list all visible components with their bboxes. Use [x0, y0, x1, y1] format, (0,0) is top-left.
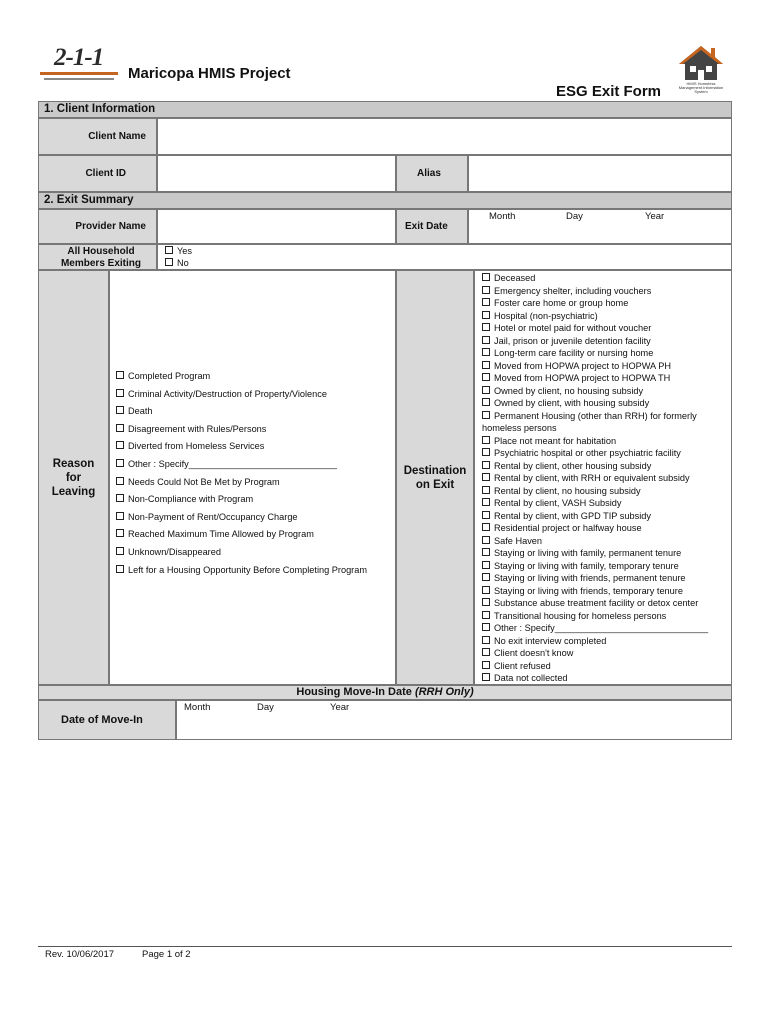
movein-date-field[interactable]: [176, 700, 732, 740]
destination-option-label: Rental by client, with GPD TIP subsidy: [494, 510, 651, 521]
checkbox-icon[interactable]: [482, 561, 490, 569]
destination-label-line2: on Exit: [415, 479, 455, 491]
checkbox-icon[interactable]: [482, 323, 490, 331]
provider-name-label-cell: [38, 209, 157, 244]
checkbox-icon[interactable]: [116, 371, 124, 379]
checkbox-icon[interactable]: [116, 477, 124, 485]
reason-option[interactable]: [116, 562, 367, 580]
client-id-label-cell: [38, 155, 157, 192]
destination-option[interactable]: [482, 497, 708, 510]
destination-option[interactable]: [482, 335, 708, 348]
exit-date-month-label: Month: [489, 211, 516, 222]
destination-option-label: Jail, prison or juvenile detention facility: [494, 335, 651, 346]
checkbox-icon[interactable]: [116, 494, 124, 502]
movein-label-cell: [38, 700, 176, 740]
checkbox-icon[interactable]: [482, 273, 490, 281]
hmis-logo-caption: HMIS Homeless Management Information System: [678, 81, 724, 94]
checkbox-icon[interactable]: [482, 311, 490, 319]
checkbox-icon[interactable]: [116, 459, 124, 467]
provider-name-label: Provider Name: [75, 221, 146, 232]
reason-option[interactable]: [116, 386, 367, 404]
destination-option-label: Transitional housing for homeless persons: [494, 610, 667, 621]
household-label-line2: Members Exiting: [60, 258, 141, 269]
checkbox-icon[interactable]: [116, 512, 124, 520]
reason-option[interactable]: [116, 509, 367, 527]
destination-option[interactable]: [482, 622, 708, 635]
checkbox-icon[interactable]: [116, 441, 124, 449]
checkbox-icon[interactable]: [116, 424, 124, 432]
client-name-label-cell: [38, 118, 157, 155]
destination-option[interactable]: [482, 547, 708, 560]
reason-option[interactable]: [116, 474, 367, 492]
destination-option-label: Rental by client, VASH Subsidy: [494, 498, 622, 508]
destination-option-label: Staying or living with family, permanent tenure: [494, 548, 682, 558]
household-label-line1: All Household: [67, 246, 135, 257]
checkbox-icon[interactable]: [482, 348, 490, 356]
checkbox-icon[interactable]: [482, 286, 490, 294]
checkbox-icon[interactable]: [482, 336, 490, 344]
checkbox-icon[interactable]: [482, 523, 490, 531]
exit-date-day-label: Day: [566, 211, 583, 222]
destination-option[interactable]: [482, 660, 708, 673]
checkbox-icon[interactable]: [482, 361, 490, 369]
checkbox-icon[interactable]: [482, 661, 490, 669]
destination-option-label: Deceased: [494, 273, 536, 283]
checkbox-icon[interactable]: [482, 511, 490, 519]
destination-option[interactable]: [482, 435, 708, 448]
destination-option-label: Data not collected: [494, 673, 568, 683]
destination-option-label: Client doesn't know: [494, 648, 574, 658]
checkbox-icon[interactable]: [482, 461, 490, 469]
movein-month-label: Month: [184, 702, 211, 713]
destination-option[interactable]: [482, 285, 708, 298]
footer-rule: [38, 946, 732, 947]
destination-option-label: Place not meant for habitation: [494, 435, 617, 446]
checkbox-icon[interactable]: [482, 623, 490, 631]
destination-list: [482, 272, 708, 685]
checkbox-icon[interactable]: [165, 258, 173, 266]
destination-option[interactable]: [482, 510, 708, 523]
destination-option[interactable]: [482, 397, 708, 410]
provider-name-field[interactable]: [157, 209, 396, 244]
reason-option-label: Unknown/Disappeared: [128, 546, 221, 557]
destination-option-label: homeless persons: [482, 423, 557, 433]
movein-day-label: Day: [257, 702, 274, 713]
destination-option-label: Rental by client, with RRH or equivalent subsidy: [494, 473, 690, 483]
destination-option[interactable]: [482, 447, 708, 460]
reason-option[interactable]: [116, 491, 367, 509]
reason-option-label: Reached Maximum Time Allowed by Program: [128, 529, 314, 540]
reason-option-label: Left for a Housing Opportunity Before Completing Program: [128, 564, 367, 575]
reason-option-label: Completed Program: [128, 371, 211, 381]
reason-option[interactable]: [116, 421, 367, 439]
reason-option[interactable]: [116, 403, 367, 421]
checkbox-icon[interactable]: [482, 586, 490, 594]
destination-option[interactable]: [482, 472, 708, 485]
checkbox-icon[interactable]: [482, 573, 490, 581]
destination-option[interactable]: [482, 372, 708, 385]
destination-label-line1: Destination: [403, 465, 467, 477]
destination-option-label: Client refused: [494, 660, 551, 671]
movein-date-label: Date of Move-In: [61, 714, 143, 726]
house-icon: [675, 44, 727, 82]
checkbox-icon[interactable]: [116, 406, 124, 414]
checkbox-icon[interactable]: [165, 246, 173, 254]
section-exit-summary: 2. Exit Summary: [38, 192, 732, 209]
reason-label-line3: Leaving: [51, 486, 96, 498]
destination-option-label: Owned by client, with housing subsidy: [494, 398, 650, 408]
checkbox-icon[interactable]: [482, 436, 490, 444]
destination-option-label: Staying or living with friends, temporary tenure: [494, 585, 683, 596]
section-client-information: 1. Client Information: [38, 101, 732, 118]
destination-option-label: Permanent Housing (other than RRH) for formerly: [494, 410, 697, 421]
household-label-cell: [38, 244, 157, 270]
checkbox-icon[interactable]: [116, 529, 124, 537]
movein-year-label: Year: [330, 702, 350, 713]
alias-label-cell: [396, 155, 468, 192]
destination-option[interactable]: [482, 297, 708, 310]
alias-label: Alias: [417, 168, 441, 179]
reason-option[interactable]: [116, 456, 367, 474]
exit-date-label-cell: [396, 209, 468, 244]
reason-option-label: Diverted from Homeless Services: [128, 441, 265, 452]
destination-option-label: Substance abuse treatment facility or detox center: [494, 598, 699, 608]
destination-option[interactable]: [482, 360, 708, 373]
checkbox-icon[interactable]: [482, 673, 490, 681]
destination-option-label: Safe Haven: [494, 535, 543, 546]
checkbox-icon[interactable]: [116, 565, 124, 573]
reason-option-label: Death: [128, 406, 153, 417]
checkbox-icon[interactable]: [482, 498, 490, 506]
destination-option-label: Other : Specify______________________________: [494, 623, 709, 633]
client-name-label: Client Name: [88, 131, 146, 142]
destination-option-label: Foster care home or group home: [494, 298, 629, 308]
destination-option[interactable]: [482, 522, 708, 535]
destination-option[interactable]: [482, 310, 708, 323]
reason-option[interactable]: [116, 438, 367, 456]
reason-option[interactable]: [116, 544, 367, 562]
movein-header: [38, 685, 732, 700]
checkbox-icon[interactable]: [482, 386, 490, 394]
checkbox-icon[interactable]: [482, 598, 490, 606]
client-name-field[interactable]: [157, 118, 732, 155]
destination-option[interactable]: [482, 610, 708, 623]
destination-option-label: Staying or living with friends, permanent tenure: [494, 573, 686, 583]
destination-option[interactable]: [482, 560, 708, 573]
alias-field[interactable]: [468, 155, 732, 192]
destination-option-label: Residential project or halfway house: [494, 523, 642, 533]
checkbox-icon[interactable]: [482, 298, 490, 306]
destination-options: [474, 270, 732, 685]
checkbox-icon[interactable]: [482, 536, 490, 544]
checkbox-icon[interactable]: [482, 611, 490, 619]
household-options: [157, 244, 732, 270]
client-id-label: Client ID: [85, 168, 126, 179]
checkbox-icon[interactable]: [482, 411, 490, 419]
checkbox-icon[interactable]: [116, 547, 124, 555]
household-option-no[interactable]: No: [165, 257, 189, 270]
reason-option-label: Needs Could Not Be Met by Program: [128, 476, 280, 487]
hmis-house-logo: [675, 44, 727, 94]
exit-date-year-label: Year: [645, 211, 665, 222]
destination-label-cell: [396, 270, 474, 685]
reason-option-label: Non-Payment of Rent/Occupancy Charge: [128, 511, 298, 522]
reason-label-line1: Reason: [52, 458, 95, 470]
destination-option-label: Psychiatric hospital or other psychiatric facility: [494, 448, 681, 458]
destination-option-label: Hospital (non-psychiatric): [494, 310, 598, 321]
destination-option[interactable]: [482, 585, 708, 598]
destination-option-label: Owned by client, no housing subsidy: [494, 385, 644, 396]
reason-option-label: Other : Specify_____________________________: [128, 458, 337, 469]
checkbox-icon[interactable]: [482, 648, 490, 656]
destination-option[interactable]: [482, 385, 708, 398]
reason-label-cell: [38, 270, 109, 685]
destination-option[interactable]: [482, 635, 708, 648]
reason-option-label: Criminal Activity/Destruction of Property/Violence: [128, 388, 327, 399]
destination-option-label: Moved from HOPWA project to HOPWA PH: [494, 360, 671, 371]
exit-date-label: Exit Date: [405, 221, 448, 232]
project-title: Maricopa HMIS Project: [128, 65, 291, 82]
reason-option[interactable]: [116, 526, 367, 544]
checkbox-icon[interactable]: [116, 389, 124, 397]
destination-option-label: Hotel or motel paid for without voucher: [494, 323, 652, 333]
destination-option-label: Moved from HOPWA project to HOPWA TH: [494, 373, 671, 383]
destination-option[interactable]: [482, 485, 708, 498]
client-id-field[interactable]: [157, 155, 396, 192]
checkbox-icon[interactable]: [482, 486, 490, 494]
household-option-yes[interactable]: Yes: [165, 245, 192, 258]
destination-option[interactable]: [482, 410, 708, 423]
reason-option-label: Non-Compliance with Program: [128, 494, 254, 505]
destination-option[interactable]: [482, 460, 708, 473]
destination-option: [482, 422, 708, 435]
reason-list: [116, 368, 367, 579]
destination-option[interactable]: [482, 647, 708, 660]
destination-option-label: No exit interview completed: [494, 635, 607, 646]
checkbox-icon[interactable]: [482, 548, 490, 556]
reason-option[interactable]: [116, 368, 367, 386]
checkbox-icon[interactable]: [482, 636, 490, 644]
destination-option[interactable]: [482, 535, 708, 548]
reason-option-label: Disagreement with Rules/Persons: [128, 423, 267, 434]
destination-option-label: Staying or living with family, temporary tenure: [494, 560, 679, 571]
destination-option[interactable]: [482, 572, 708, 585]
movein-title: Housing Move-In Date: [296, 686, 415, 698]
destination-option[interactable]: [482, 672, 708, 685]
destination-option-label: Long-term care facility or nursing home: [494, 348, 654, 358]
movein-title-note: (RRH Only): [414, 686, 474, 698]
destination-option-label: Emergency shelter, including vouchers: [494, 285, 652, 296]
checkbox-icon[interactable]: [482, 373, 490, 381]
checkbox-icon[interactable]: [482, 398, 490, 406]
destination-option-label: Rental by client, other housing subsidy: [494, 460, 652, 471]
checkbox-icon[interactable]: [482, 473, 490, 481]
destination-option-label: Rental by client, no housing subsidy: [494, 485, 641, 496]
destination-option[interactable]: [482, 347, 708, 360]
revision-date: Rev. 10/06/2017: [45, 949, 115, 960]
page-number: Page 1 of 2: [142, 949, 191, 960]
exit-date-field[interactable]: [468, 209, 732, 244]
form-title: ESG Exit Form: [556, 83, 662, 100]
reason-options: [109, 270, 396, 685]
destination-option[interactable]: [482, 322, 708, 335]
logo-211: [40, 44, 118, 86]
logo-211-text: 2-1-1: [54, 44, 104, 71]
reason-label-line2: for: [65, 472, 82, 484]
destination-option[interactable]: [482, 597, 708, 610]
destination-option[interactable]: [482, 272, 708, 285]
checkbox-icon[interactable]: [482, 448, 490, 456]
